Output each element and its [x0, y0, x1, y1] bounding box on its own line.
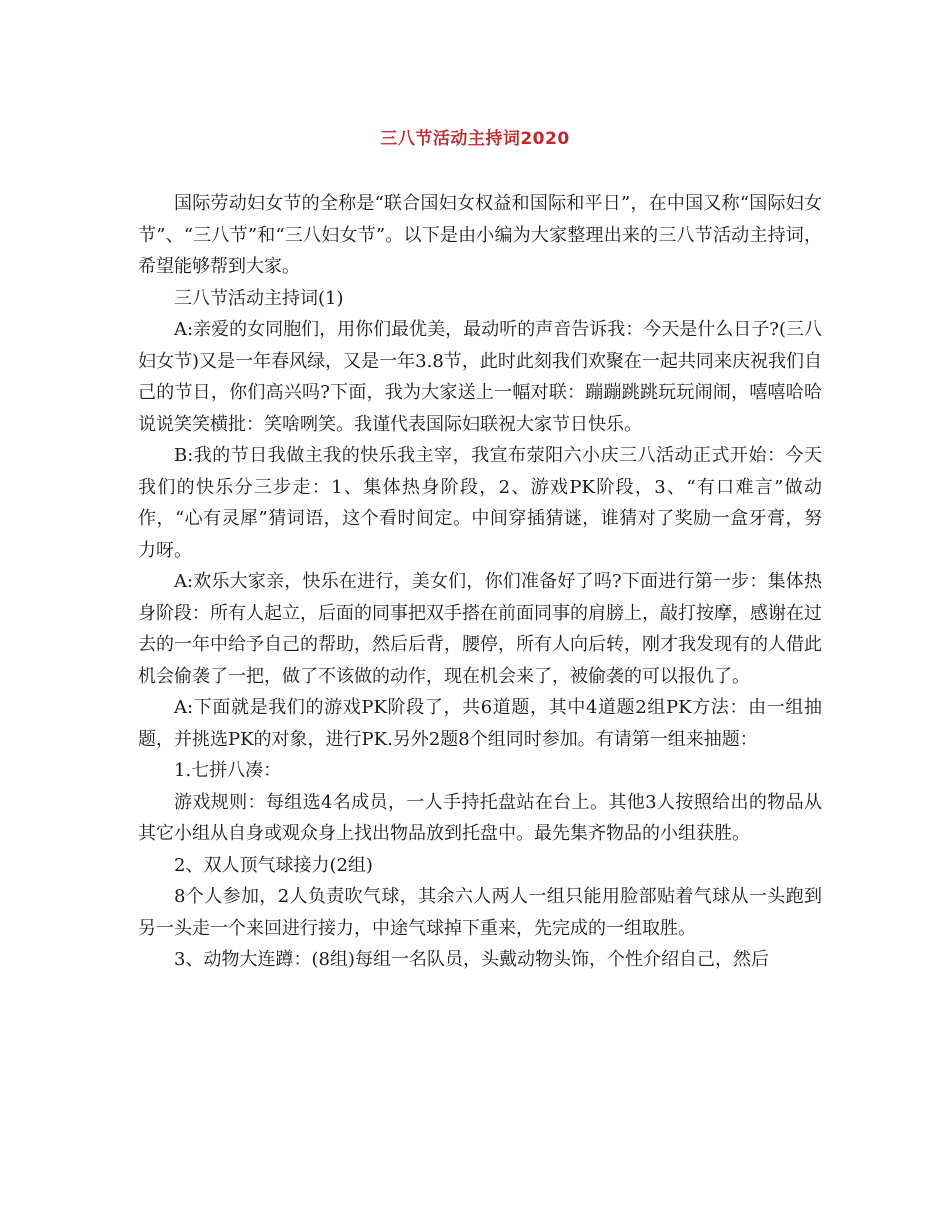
game-heading: 3、动物大连蹲：(8组)每组一名队员，头戴动物头饰，个性介绍自己，然后 [174, 949, 769, 970]
body-paragraph: A:下面就是我们的游戏PK阶段了，共6道题，其中4道题2组PK方法：由一组抽题，并挑选PK的对象，进行PK.另外2题8个组同时参加。有请第一组来抽题： [138, 697, 822, 750]
document-title: 三八节活动主持词2020 [380, 129, 570, 149]
game-heading: 2、双人顶气球接力(2组) [174, 854, 373, 876]
intro-paragraph: 国际劳动妇女节的全称是“联合国妇女权益和国际和平日”，在中国又称“国际妇女节”、“三八节”和“三八妇女节”。以下是由小编为大家整理出来的三八节活动主持词，希望能够帮到大家。 [138, 193, 822, 277]
body-paragraph: A:欢乐大家亲，快乐在进行，美女们，你们准备好了吗?下面进行第一步：集体热身阶段：所有人起立，后面的同事把双手搭在前面同事的肩膀上，敲打按摩，感谢在过去的一年中给予自己的帮助，然后后背，腰停，所有人向后转，刚才我发现有的人借此机会偷袭了一把，做了不该做的动作，现在机会来了，被偷袭的可以报仇了。 [138, 571, 822, 687]
section-heading: 三八节活动主持词(1) [174, 287, 344, 309]
body-paragraph: 8个人参加，2人负责吹气球，其余六人两人一组只能用脸部贴着气球从一头跑到另一头走一个来回进行接力，中途气球掉下重来，先完成的一组取胜。 [138, 886, 822, 939]
body-paragraph: A:亲爱的女同胞们，用你们最优美，最动听的声音告诉我：今天是什么日子?(三八妇女节)又是一年春风绿，又是一年3.8节，此时此刻我们欢聚在一起共同来庆祝我们自己的节日，你们高兴吗?下面，我为大家送上一幅对联：蹦蹦跳跳玩玩闹闹，嘻嘻哈哈说说笑笑横批：笑啥咧笑。我谨代表国际妇联祝大家节日快乐。 [138, 319, 822, 435]
game-heading: 1.七拼八凑： [174, 760, 282, 781]
body-paragraph: B:我的节日我做主我的快乐我主宰，我宣布荥阳六小庆三八活动正式开始：今天我们的快乐分三步走：1、集体热身阶段，2、游戏PK阶段，3、“有口难言”做动作，“心有灵犀”猜词语，这个看时间定。中间穿插猜谜，谁猜对了奖励一盒牙膏，努力呀。 [138, 445, 822, 561]
body-paragraph: 游戏规则：每组选4名成员，一人手持托盘站在台上。其他3人按照给出的物品从其它小组从自身或观众身上找出物品放到托盘中。最先集齐物品的小组获胜。 [138, 791, 822, 844]
document-body [138, 188, 822, 976]
